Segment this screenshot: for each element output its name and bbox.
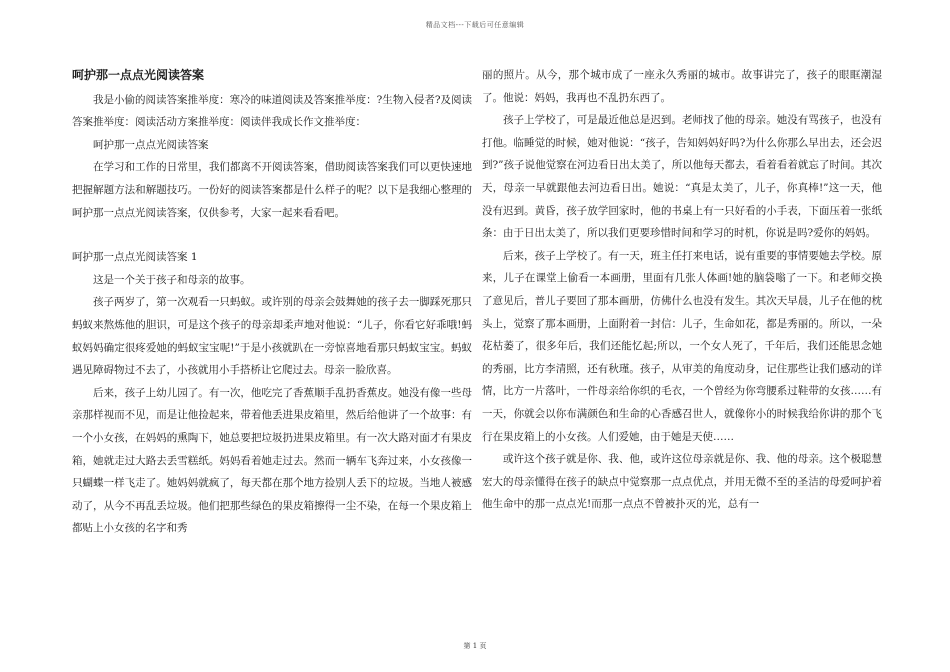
left-column — [72, 64, 472, 540]
story-paragraph: 或许这个孩子就是你、我、他，或许这位母亲就是你、我、他的母亲。这个极聪慧宏大的母亲懂得在孩子的缺点中觉察那一点点优点，并用无微不至的圣洁的母爱呵护着他生命中的那一点点光!而那一点点不曾被扑灭的光，总有一 — [482, 453, 882, 511]
right-column — [482, 64, 882, 516]
page-number: 第 1 页 — [463, 642, 487, 650]
story-paragraph: 这是一个关于孩子和母亲的故事。 — [93, 273, 251, 286]
story-paragraph: 孩子两岁了，第一次观看一只蚂蚁。或许别的母亲会鼓舞她的孩子去一脚踩死那只蚂蚁来熬炼他的胆识，可是这个孩子的母亲却柔声地对他说：“儿子，你看它好乖哦!蚂蚁妈妈确定很疼爱她的蚂蚁宝宝呢!”于是小孩就趴在一旁惊喜地看那只蚂蚁宝宝。蚂蚁遇见障碍物过不去了，小孩就用小手搭桥让它爬过去。母亲一脸欣喜。 — [72, 296, 472, 377]
recommend-paragraph: 我是小偷的阅读答案推举度：寒冷的味道阅读及答案推举度：?生物入侵者?及阅读答案推举度：阅读活动方案推举度：阅读伴我成长作文推举度： — [72, 93, 472, 129]
story-paragraph-continued: 丽的照片。从今，那个城市成了一座永久秀丽的城市。故事讲完了，孩子的眼眶潮湿了。他说：妈妈，我再也不乱扔东西了。 — [482, 69, 882, 104]
page-header-note: 精品文档---下载后可任意编辑 — [425, 21, 525, 29]
section-heading: 呵护那一点点光阅读答案 1 — [72, 251, 198, 264]
story-paragraph: 孩子上学校了，可是最近他总是迟到。老师找了他的母亲。她没有骂孩子，也没有打他。临睡觉的时候，她对他说：“孩子，告知妈妈好吗?为什么你那么早出去，还会迟到?”孩子说他觉察在河边看日出太美了，所以他每天都去，看着看着就忘了时间。其次天，母亲一早就跟他去河边看日出。她说：“真是太美了，儿子，你真棒!”这一天，他没有迟到。黄昏，孩子放学回家时，他的书桌上有一只好看的小手表，下面压着一张纸条：由于日出太美了，所以我们更要珍惜时间和学习的时机，你说是吗?爱你的妈妈。 — [482, 114, 882, 240]
story-paragraph: 后来，孩子上幼儿园了。有一次，他吃完了香蕉顺手乱扔香蕉皮。她没有像一些母亲那样视而不见，而是让他捡起来，带着他丢进果皮箱里，然后给他讲了一个故事：有一个小女孩，在妈妈的熏陶下，她总要把垃圾扔进果皮箱里。有一次大路对面才有果皮箱，她就走过大路去丢雪糕纸。妈妈看着她走过去。然而一辆车飞奔过来，小女孩像一只蝴蝶一样飞走了。她妈妈就疯了，每天都在那个地方捡别人丢下的垃圾。当地人被感动了，从今不再乱丢垃圾。他们把那些绿色的果皮箱擦得一尘不染，在每一个果皮箱上都贴上小女孩的名字和秀 — [72, 386, 472, 535]
story-paragraph: 后来，孩子上学校了。有一天，班主任打来电话，说有重要的事情要她去学校。原来，儿子在课堂上偷看一本画册，里面有几张人体画!她的脑袋嗡了一下。和老师交换了意见后，普儿子要回了那本画册，仿佛什么也没有发生。其次天早晨，儿子在他的枕头上，觉察了那本画册，上面附着一封信：儿子，生命如花，都是秀丽的。所以，一朵花枯萎了，很多年后，我们还能忆起;所以，一个女人死了，千年后，我们还能思念她的秀丽，比方李清照，还有秋瑾。孩子，从审美的角度动身，记住那些让我们感动的详情，比方一片落叶，一件母亲给你织的毛衣，一个曾经为你弯腰系过鞋带的女孩……有一天，你就会以你布满颜色和生命的心香感召世人，就像你小的时候我给你讲的那个飞行在果皮箱上的小女孩。人们爱她，由于她是天使…… — [482, 249, 882, 443]
intro-paragraph: 在学习和工作的日常里，我们都离不开阅读答案，借助阅读答案我们可以更快速地把握解题方法和解题技巧。一份好的阅读答案都是什么样子的呢？以下是我细心整理的呵护那一点点光阅读答案，仅供参考，大家一起来看看吧。 — [72, 161, 472, 219]
article-title: 呵护那一点点光阅读答案 — [72, 68, 205, 82]
article-subtitle: 呵护那一点点光阅读答案 — [93, 138, 209, 151]
